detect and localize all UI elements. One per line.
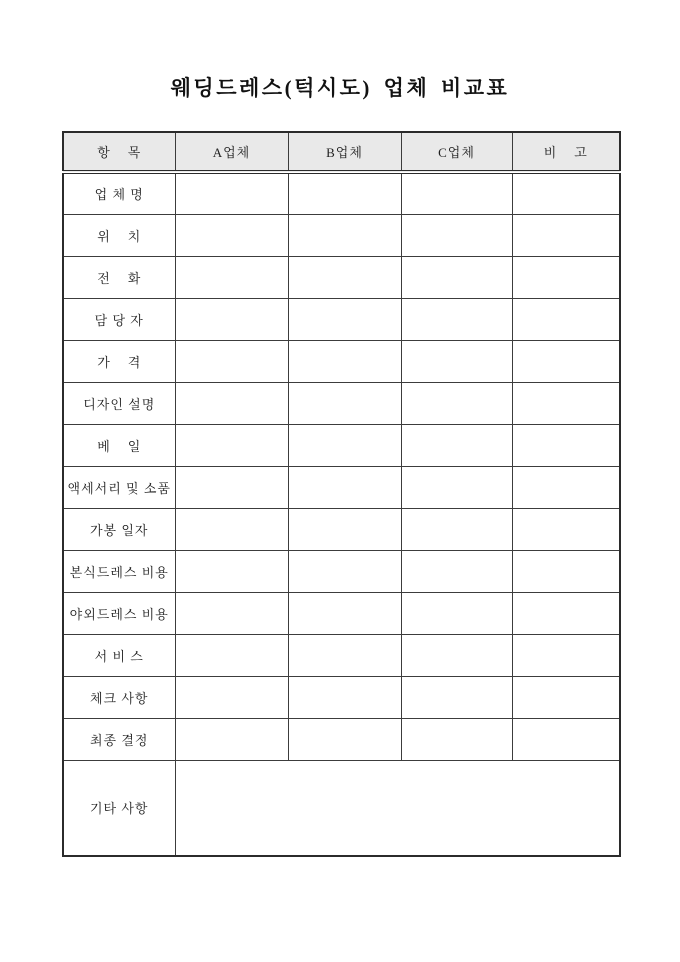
cell-company-a bbox=[175, 382, 288, 424]
cell-company-c bbox=[401, 382, 512, 424]
row-label: 가 격 bbox=[63, 340, 175, 382]
header-company-a: A업체 bbox=[175, 132, 288, 172]
table-row bbox=[63, 550, 620, 592]
cell-company-b bbox=[288, 256, 401, 298]
cell-company-a bbox=[175, 550, 288, 592]
cell-company-b bbox=[288, 676, 401, 718]
cell-company-c bbox=[401, 592, 512, 634]
cell-company-b bbox=[288, 508, 401, 550]
cell-company-a bbox=[175, 214, 288, 256]
cell-company-a bbox=[175, 256, 288, 298]
table-row bbox=[63, 634, 620, 676]
cell-company-c bbox=[401, 508, 512, 550]
cell-company-c bbox=[401, 718, 512, 760]
cell-other-content bbox=[175, 760, 620, 856]
cell-company-b bbox=[288, 214, 401, 256]
cell-company-a bbox=[175, 298, 288, 340]
cell-remarks bbox=[512, 592, 620, 634]
table-body bbox=[63, 172, 620, 856]
table-row bbox=[63, 508, 620, 550]
row-label: 본식드레스 비용 bbox=[63, 550, 175, 592]
cell-remarks bbox=[512, 298, 620, 340]
cell-company-c bbox=[401, 256, 512, 298]
cell-company-c bbox=[401, 634, 512, 676]
cell-company-b bbox=[288, 424, 401, 466]
table-row bbox=[63, 382, 620, 424]
cell-company-b bbox=[288, 172, 401, 214]
header-item: 항 목 bbox=[63, 132, 175, 172]
cell-company-c bbox=[401, 172, 512, 214]
row-label: 업 체 명 bbox=[63, 172, 175, 214]
cell-company-a bbox=[175, 676, 288, 718]
cell-company-c bbox=[401, 550, 512, 592]
header-remarks: 비 고 bbox=[512, 132, 620, 172]
cell-remarks bbox=[512, 676, 620, 718]
page-title: 웨딩드레스(턱시도) 업체 비교표 bbox=[170, 76, 510, 100]
table-header bbox=[63, 132, 620, 172]
cell-company-b bbox=[288, 634, 401, 676]
row-label: 야외드레스 비용 bbox=[63, 592, 175, 634]
row-label: 서 비 스 bbox=[63, 634, 175, 676]
cell-company-c bbox=[401, 424, 512, 466]
cell-company-b bbox=[288, 382, 401, 424]
cell-company-c bbox=[401, 340, 512, 382]
header-row bbox=[63, 132, 620, 172]
row-label: 체크 사항 bbox=[63, 676, 175, 718]
row-label: 가봉 일자 bbox=[63, 508, 175, 550]
cell-remarks bbox=[512, 466, 620, 508]
cell-company-c bbox=[401, 466, 512, 508]
cell-company-b bbox=[288, 298, 401, 340]
cell-company-a bbox=[175, 424, 288, 466]
table-row bbox=[63, 424, 620, 466]
row-label: 담 당 자 bbox=[63, 298, 175, 340]
cell-remarks bbox=[512, 634, 620, 676]
row-label: 액세서리 및 소품 bbox=[63, 466, 175, 508]
cell-company-a bbox=[175, 508, 288, 550]
cell-company-c bbox=[401, 676, 512, 718]
header-company-b: B업체 bbox=[288, 132, 401, 172]
cell-remarks bbox=[512, 424, 620, 466]
row-label: 베 일 bbox=[63, 424, 175, 466]
table-row bbox=[63, 172, 620, 214]
cell-company-a bbox=[175, 340, 288, 382]
row-label: 전 화 bbox=[63, 256, 175, 298]
cell-remarks bbox=[512, 214, 620, 256]
cell-company-c bbox=[401, 298, 512, 340]
header-company-c: C업체 bbox=[401, 132, 512, 172]
cell-company-a bbox=[175, 634, 288, 676]
row-label: 기타 사항 bbox=[63, 760, 175, 856]
table-row bbox=[63, 340, 620, 382]
table-row bbox=[63, 466, 620, 508]
cell-remarks bbox=[512, 340, 620, 382]
table-row bbox=[63, 718, 620, 760]
cell-company-a bbox=[175, 172, 288, 214]
cell-remarks bbox=[512, 718, 620, 760]
table-row bbox=[63, 298, 620, 340]
row-label: 최종 결정 bbox=[63, 718, 175, 760]
cell-remarks bbox=[512, 550, 620, 592]
cell-company-a bbox=[175, 718, 288, 760]
cell-company-b bbox=[288, 550, 401, 592]
cell-remarks bbox=[512, 382, 620, 424]
table-row bbox=[63, 592, 620, 634]
cell-remarks bbox=[512, 256, 620, 298]
vendor-comparison-table bbox=[62, 131, 621, 857]
cell-company-b bbox=[288, 340, 401, 382]
cell-company-a bbox=[175, 592, 288, 634]
cell-company-c bbox=[401, 214, 512, 256]
cell-company-b bbox=[288, 592, 401, 634]
cell-company-b bbox=[288, 466, 401, 508]
cell-company-a bbox=[175, 466, 288, 508]
table-row bbox=[63, 214, 620, 256]
cell-remarks bbox=[512, 508, 620, 550]
row-label: 디자인 설명 bbox=[63, 382, 175, 424]
cell-company-b bbox=[288, 718, 401, 760]
table-row bbox=[63, 256, 620, 298]
row-label: 위 치 bbox=[63, 214, 175, 256]
cell-remarks bbox=[512, 172, 620, 214]
table-row-other bbox=[63, 760, 620, 856]
table-row bbox=[63, 676, 620, 718]
